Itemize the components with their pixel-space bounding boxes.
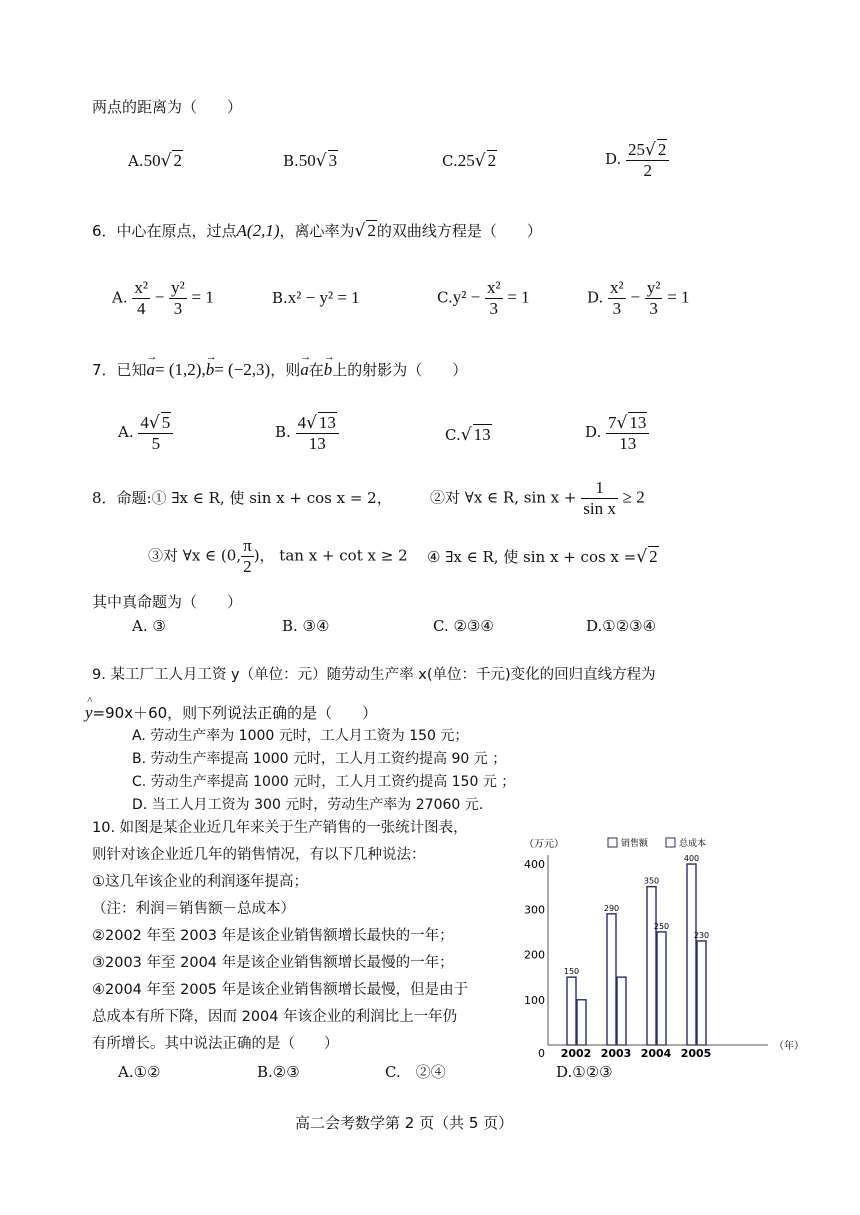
x-tick-label: 2004 [640,1047,672,1060]
data-label: 230 [693,930,710,940]
q7-option-b: B. $\frac{4√ 13}{13}$ [275,412,339,454]
q9-option-c: C. 劳动生产率提高 1000 元时，工人月工资约提高 150 元 ； [132,774,516,790]
q8-ask: 其中真命题为（ ） [92,593,243,611]
sales-cost-bar-chart [510,825,810,1065]
bar-sales-2005 [687,864,696,1045]
bar-sales-2002 [567,977,576,1045]
q8-stem: 8．命题:① ∃x ∈ R, 使 sin x + cos x = 2， [92,489,392,507]
bar-sales-2004 [647,887,656,1045]
q10-option-b: B.②③ [257,1063,300,1081]
q6-option-a: A. $\frac{\text{x²}}{4}$ − $\frac{\text{y²}}{3}$ = 1 [112,278,214,318]
bar-sales-2003 [607,914,616,1045]
q10-line-4: （注：利润＝销售额－总成本） [92,901,295,917]
q9-option-a: A. 劳动生产率为 1000 元时，工人月工资为 150 元； [132,728,469,744]
q5-tail: 两点的距离为（ ） [92,98,243,116]
q7-option-c: C.√ 13 [445,425,491,445]
bar-cost-2005 [697,941,706,1045]
x-tick-label: 2003 [600,1047,632,1060]
q8-option-b: B. ③④ [282,617,330,635]
q9-line-1: 9. 某工厂工人月工资 y（单位：元）随劳动生产率 x(单位：千元)变化的回归直线方程为 [92,667,656,683]
q7-option-d: D. $\frac{7√ 13}{13}$ [585,412,649,454]
bar-cost-2002 [577,1000,586,1045]
q8-option-c: C. ②③④ [433,617,494,635]
x-tick-label: 2002 [560,1047,592,1060]
y-unit-label: （万元） [524,839,564,850]
q8-option-a: A. ③ [132,617,166,635]
q9-option-d: D. 当工人月工资为 300 元时，劳动生产率为 27060 元. [132,797,484,813]
data-label: 250 [653,921,670,931]
q9-line-2: ^ y=90x＋60，则下列说法正确的是（ ） [85,703,377,723]
q9-option-b: B. 劳动生产率提高 1000 元时，工人月工资约提高 90 元 ； [132,751,507,767]
q7-stem: 7．已知→ a= (1,2),→ b= (−2,3)，则→ a在→ b上的射影为（ ） [92,360,467,380]
y-tick-label: 200 [524,948,545,962]
x-unit-label: （年） [774,1041,804,1052]
data-label: 400 [683,854,700,864]
page-footer: 高二会考数学第 2 页（共 5 页） [295,1114,514,1132]
q10-line-8: 总成本有所下降，因而 2004 年该企业的利润比上一年仍 [92,1009,458,1025]
q5-option-d: D. $\frac{25√ 2}{2}$ [605,139,669,181]
q7-option-a: A. $\frac{4√ 5}{5}$ [118,412,173,454]
bar-cost-2003 [617,977,626,1045]
y-tick-label: 100 [524,993,545,1007]
legend-label-cost: 总成本 [679,839,707,849]
data-label: 350 [643,876,660,886]
q10-option-a: A.①② [118,1063,161,1081]
y-tick-label: 300 [524,903,545,917]
origin-label: 0 [538,1047,545,1060]
data-label: 150 [563,967,580,977]
q5-d-fraction: $\frac{25√ 2}{2}$ [626,139,669,181]
q8-prop-3: ③对 ∀x ∈ (0, $\frac{\pi}{2}$ )， tan x + cot x ≥ 2 [148,536,408,576]
q10-line-2: 则针对该企业近几年的销售情况，有以下几种说法： [92,847,426,863]
q10-line-1: 10. 如图是某企业近几年来关于生产销售的一张统计图表， [92,820,468,836]
q6-option-d: D. $\frac{\text{x²}}{3}$ − $\frac{\text{y²}}{3}$ = 1 [587,278,690,318]
q6-option-c: C.y² − $\frac{\text{x²}}{3}$ = 1 [437,278,530,318]
q8-option-d: D.①②③④ [586,617,657,635]
bar-cost-2004 [657,932,666,1045]
q5-option-c: C.25√ 2 [442,151,497,171]
q10-line-5: ②2002 年至 2003 年是该企业销售额增长最快的一年； [92,928,454,944]
q5-option-b: B.50√ 3 [283,151,338,171]
x-tick-label: 2005 [680,1047,712,1060]
legend-swatch-sales [608,838,617,847]
q10-line-9: 有所增长。其中说法正确的是（ ） [92,1036,339,1052]
q10-line-7: ④2004 年至 2005 年是该企业销售额增长最慢，但是由于 [92,982,469,998]
q10-line-6: ③2003 年至 2004 年是该企业销售额增长最慢的一年； [92,955,454,971]
q6-stem: 6．中心在原点，过点A(2,1)，离心率为√ 2的双曲线方程是（ ） [92,221,542,241]
data-label: 290 [603,903,620,913]
q6-option-b: B.x² − y² = 1 [272,288,360,307]
legend-label-sales: 销售额 [621,839,649,849]
q8-prop-2: ②对 ∀x ∈ R, sin x + $\frac{1}{\text{sin x}}$ ≥ 2 [430,478,645,518]
legend-swatch-cost [666,838,675,847]
y-tick-label: 400 [524,858,545,872]
q10-option-c: C. ②④ [385,1063,446,1081]
q5-option-a: A.50√ 2 [128,151,182,171]
q10-option-d: D.①②③ [556,1063,613,1081]
q10-line-3: ①这几年该企业的利润逐年提高； [92,874,308,890]
q8-prop-4: ④ ∃x ∈ R, 使 sin x + cos x =√ 2 [427,547,658,567]
